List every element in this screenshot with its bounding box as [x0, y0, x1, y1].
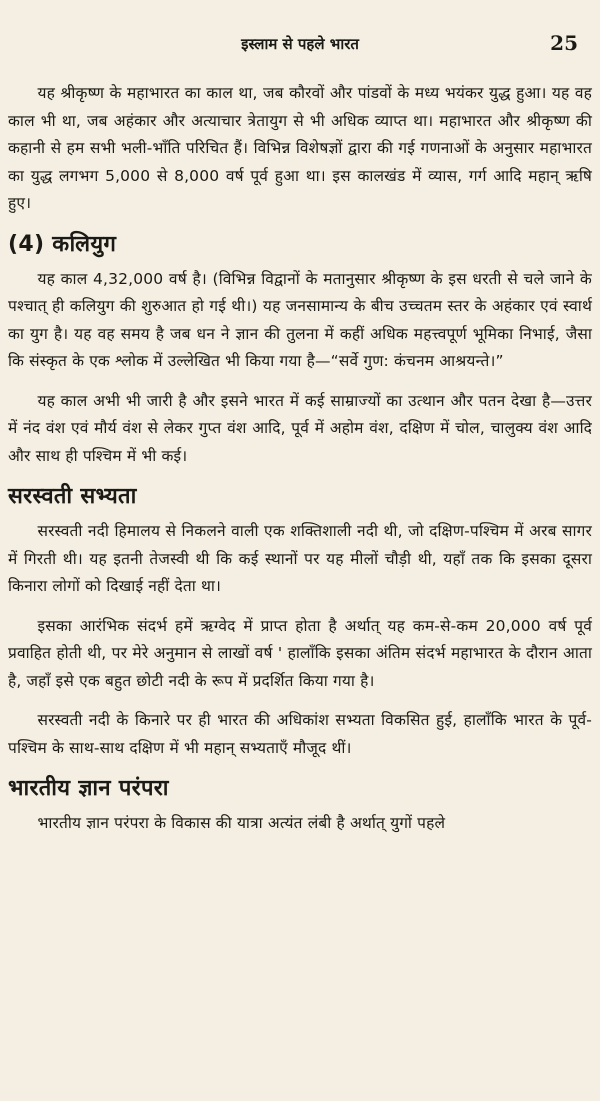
paragraph-saraswati-river: सरस्वती नदी हिमालय से निकलने वाली एक शक्तिशाली नदी थी, जो दक्षिण-पश्चिम में अरब सागर में गिरती थी। यह इतनी तेजस्वी थी कि कई स्थानों पर यह मीलों चौड़ी थी, यहाँ तक कि इसका दूसरा किनारा लोगों को दिखाई नहीं देता था।: [8, 522, 592, 595]
paragraph-empires: यह काल अभी भी जारी है और इसने भारत में कई साम्राज्यों का उत्थान और पतन देखा है—उत्तर में नंद वंश एवं मौर्य वंश से लेकर गुप्त वंश आदि, पूर्व में अहोम वंश, दक्षिण में चोल, चालुक्य वंश आदि और साथ ही पश्चिम में भी कई।: [8, 391, 592, 465]
heading-kaliyug: (4) कलियुग: [8, 231, 117, 257]
page-number: 25: [550, 31, 578, 55]
body-text: [8, 80, 592, 850]
paragraph-civilization-growth: सरस्वती नदी के किनारे पर ही भारत की अधिकांश सभ्यता विकसित हुई, हालाँकि भारत के पूर्व-पश्चिम के साथ-साथ दक्षिण में भी महान् सभ्यताएँ मौजूद थीं।: [8, 711, 592, 757]
paragraph-rigveda-reference: इसका आरंभिक संदर्भ हमें ऋग्वेद में प्राप्त होता है अर्थात् यह कम-से-कम 20,000 वर्ष पूर्व प्रवाहित होती थी, पर मेरे अनुमान से लाखों वर्ष ' हालाँकि इसका अंतिम संदर्भ महाभारत के दौरान आता है, जहाँ इसे एक बहुत छोटी नदी के रूप में प्रदर्शित किया गया है।: [8, 616, 592, 690]
paragraph-knowledge-journey: भारतीय ज्ञान परंपरा के विकास की यात्रा अत्यंत लंबी है अर्थात् युगों पहले: [37, 814, 446, 832]
paragraph-mahabharat: यह श्रीकृष्ण के महाभारत का काल था, जब कौरवों और पांडवों के मध्य भयंकर युद्ध हुआ। यह वह काल भी था, जब अहंकार और अत्याचार त्रेतायुग से भी अधिक व्याप्त था। महाभारत और श्रीकृष्ण की कहानी से हम सभी भली-भाँति परिचित हैं। विभिन्न विशेषज्ञों द्वारा की गई गणनाओं के अनुसार महाभारत का युद्ध लगभग 5,000 से 8,000 वर्ष पूर्व हुआ था। इस कालखंड में व्यास, गर्ग आदि महान् ऋषि हुए।: [8, 84, 592, 212]
heading-saraswati-civilization: सरस्वती सभ्यता: [8, 484, 137, 509]
running-header: [0, 31, 600, 60]
heading-indian-knowledge-tradition: भारतीय ज्ञान परंपरा: [8, 776, 169, 801]
paragraph-kaliyug-duration: यह काल 4,32,000 वर्ष है। (विभिन्न विद्वानों के मतानुसार श्रीकृष्ण के इस धरती से चले जाने के पश्चात् ही कलियुग की शुरुआत हो गई थी।) यह जनसामान्य के बीच उच्चतम स्तर के अहंकार एवं स्वार्थ का युग है। यह वह समय है जब धन ने ज्ञान की तुलना में कहीं अधिक महत्त्वपूर्ण भूमिका निभाई, जैसा कि संस्कृत के एक श्लोक में उल्लेखित भी किया गया है—“सर्वे गुण: कंचनम आश्रयन्ते।”: [8, 269, 592, 370]
running-title: इस्लाम से पहले भारत: [241, 35, 359, 53]
